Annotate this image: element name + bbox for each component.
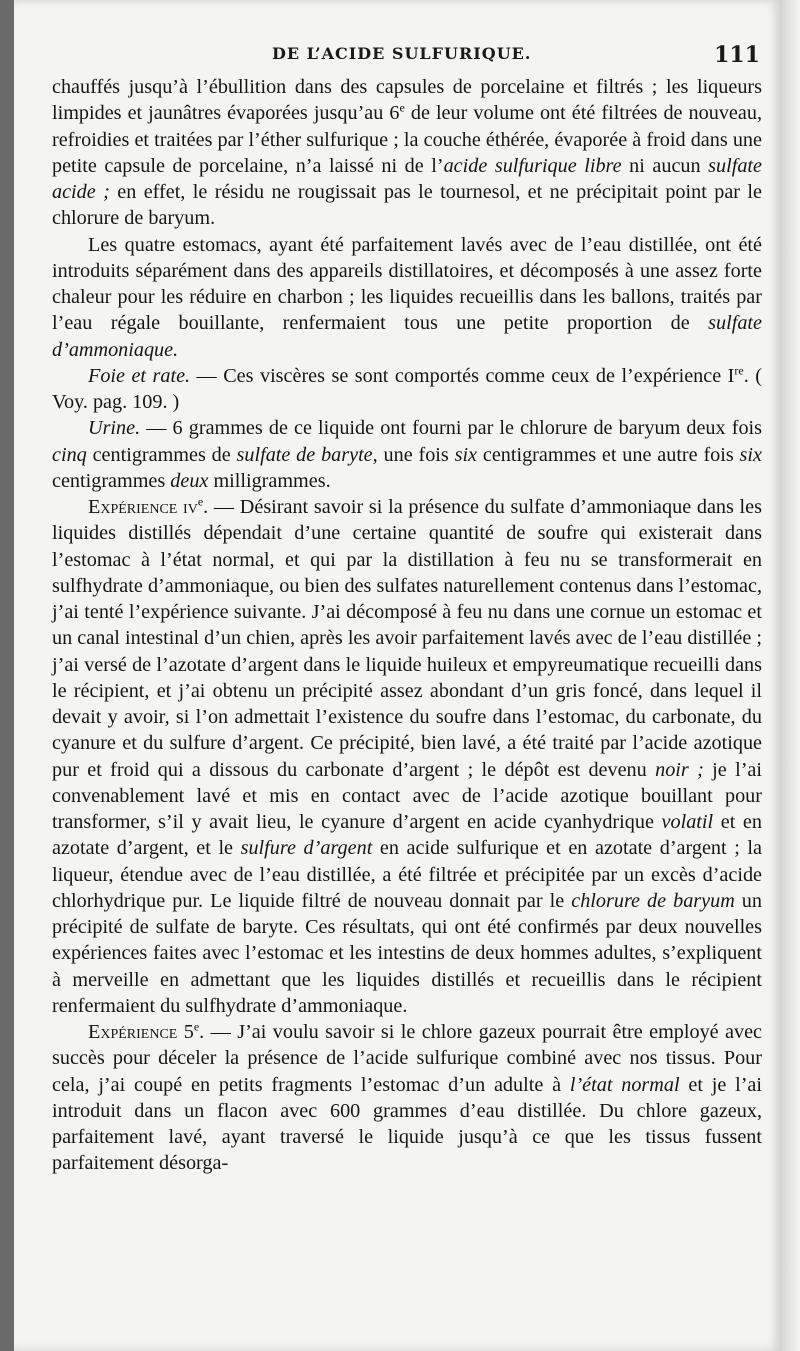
paragraph-6 xyxy=(52,1019,762,1177)
italic-term: deux xyxy=(170,469,209,492)
paragraph-5 xyxy=(52,494,762,1019)
text-run: ni aucun xyxy=(621,154,709,177)
text-run: de leur volume ont été filtrées de nouveau, refroidies et traitées par l’éther sulfurique ; la couche éthérée, évaporée à froid dans une petite capsule de porcelaine, n’a laissé ni de l’ xyxy=(52,102,762,177)
experiment-heading: Expérience iv xyxy=(88,496,198,518)
italic-term: six xyxy=(739,443,762,466)
text-run: . — J’ai voulu savoir si le chlore gazeux pourrait être employé avec succès pour déceler la présence de l’acide sulfurique combiné avec nos tissus. Pour cela, j’ai coupé en petits fragments l’estomac d’un adulte à xyxy=(52,1021,762,1096)
italic-term: sulfure d’argent xyxy=(240,837,373,860)
running-head: DE L’ACIDE SULFURIQUE. xyxy=(272,44,532,63)
italic-term: noir ; xyxy=(655,758,704,781)
superscript: e xyxy=(197,494,204,509)
text-run: chauffés jusqu’à l’ébullition dans des capsules de porcelaine et filtrés ; les liqueurs limpides et jaunâtres évaporées jusqu’au 6 xyxy=(52,76,762,125)
experiment-heading: Expérience 5 xyxy=(88,1021,194,1043)
text-run: centigrammes et une autre fois xyxy=(477,443,740,466)
text-run: . — Désirant savoir si la présence du sulfate d’ammoniaque dans les liquides distillés dépendait d’une certaine quantité de soufre qui existerait dans l’estomac à l’état normal, et qui par la distillation à feu nu se transformerait en sulfhydrate d’ammoniaque, ou bien des sulfates naturellement contenus dans l’estomac, j’ai tenté l’expérience suivante. J’ai décomposé à feu nu dans une cornue un estomac et un canal intestinal d’un chien, après les avoir parfaitement lavés avec de l’eau distillée ; j’ai versé de l’azotate d’argent dans le liquide huileux et empyreumatique recueilli dans le récipient, et j’ai obtenu un précipité assez abondant d’un gris foncé, dans lequel il devait y avoir, si l’on admettait l’existence du soufre dans l’estomac, du carbonate, du cyanure et du sulfure d’argent. Ce précipité, bien lavé, a été traité par l’acide azotique pur et froid qui a dissous du carbonate d’argent ; le dépôt est devenu xyxy=(52,496,762,781)
italic-term: sulfate acide ; xyxy=(52,154,763,203)
text-run: en effet, le résidu ne rougissait pas le tournesol, et ne précipitait point par le chlorure de baryum. xyxy=(52,181,762,230)
text-run: . ( Voy. pag. 109. ) xyxy=(52,364,762,413)
section-label: Foie et rate. xyxy=(88,364,191,387)
italic-term: l’état normal xyxy=(569,1073,680,1096)
text-run: — Ces viscères se sont comportés comme ceux de l’expérience I xyxy=(190,364,735,387)
text-run: un précipité de sulfate de baryte. Ces résultats, qui ont été confirmés par deux nouvelles expériences faites avec l’estomac et les intestins de deux hommes adultes, s’expliquent à merveille en admettant que les liquides distillés et recueillis dans le récipient renfermaient du sulfhydrate d’ammoniaque. xyxy=(52,889,762,1017)
page-number: 111 xyxy=(714,42,760,68)
section-label: Urine. xyxy=(88,417,141,440)
text-run: et je l’ai introduit dans un flacon avec 600 grammes d’eau distillée. Du chlore gazeux, parfaitement lavé, ayant traversé le liquide jusqu’à ce que les tissus fussent parfaitement désorga- xyxy=(52,1073,762,1175)
book-page xyxy=(14,0,782,1351)
paragraph-4 xyxy=(52,415,762,494)
text-run: en acide sulfurique et en azotate d’argent ; la liqueur, étendue avec de l’eau distillée, a été filtrée et précipitée par un excès d’acide chlorhydrique pur. Le liquide filtré de nouveau donnait par le xyxy=(52,837,762,912)
italic-term: acide sulfurique libre xyxy=(443,154,622,177)
page-edge xyxy=(782,0,800,1351)
text-run: centigrammes xyxy=(52,469,171,492)
italic-term: sulfate d’ammoniaque. xyxy=(52,312,762,361)
italic-term: volatil xyxy=(661,811,714,833)
text-run: — 6 grammes de ce liquide ont fourni par le chlorure de baryum deux fois xyxy=(140,417,762,440)
paragraph-1 xyxy=(52,74,762,232)
superscript: re xyxy=(734,363,744,378)
superscript: e xyxy=(399,100,405,115)
paragraph-3 xyxy=(52,363,762,416)
paragraph-2 xyxy=(52,232,762,363)
text-run: et en azotate d’argent, et le xyxy=(52,811,762,860)
text-run: milligrammes. xyxy=(208,469,331,492)
italic-term: chlorure de baryum xyxy=(571,889,735,912)
text-run: je l’ai convenablement lavé et mis en contact avec de l’acide azotique bouillant pour transformer, s’il y avait lieu, le cyanure d’argent en acide cyanhydrique xyxy=(52,758,762,833)
italic-term: six xyxy=(454,443,478,466)
text-run: centigrammes de xyxy=(86,443,237,466)
page-header xyxy=(14,44,782,74)
superscript: e xyxy=(193,1019,200,1034)
text-run: Les quatre estomacs, ayant été parfaitement lavés avec de l’eau distillée, ont été introduits séparément dans des appareils distillatoires, et décomposés à une assez forte chaleur pour les réduire en charbon ; les liquides recueillis dans les ballons, traités par l’eau régale bouillante, renfermaient tous une petite proportion de xyxy=(52,233,762,335)
body-text xyxy=(52,74,762,1177)
italic-term: sulfate de baryte, xyxy=(236,443,378,466)
italic-term: cinq xyxy=(52,443,87,466)
text-run: une fois xyxy=(377,443,455,466)
